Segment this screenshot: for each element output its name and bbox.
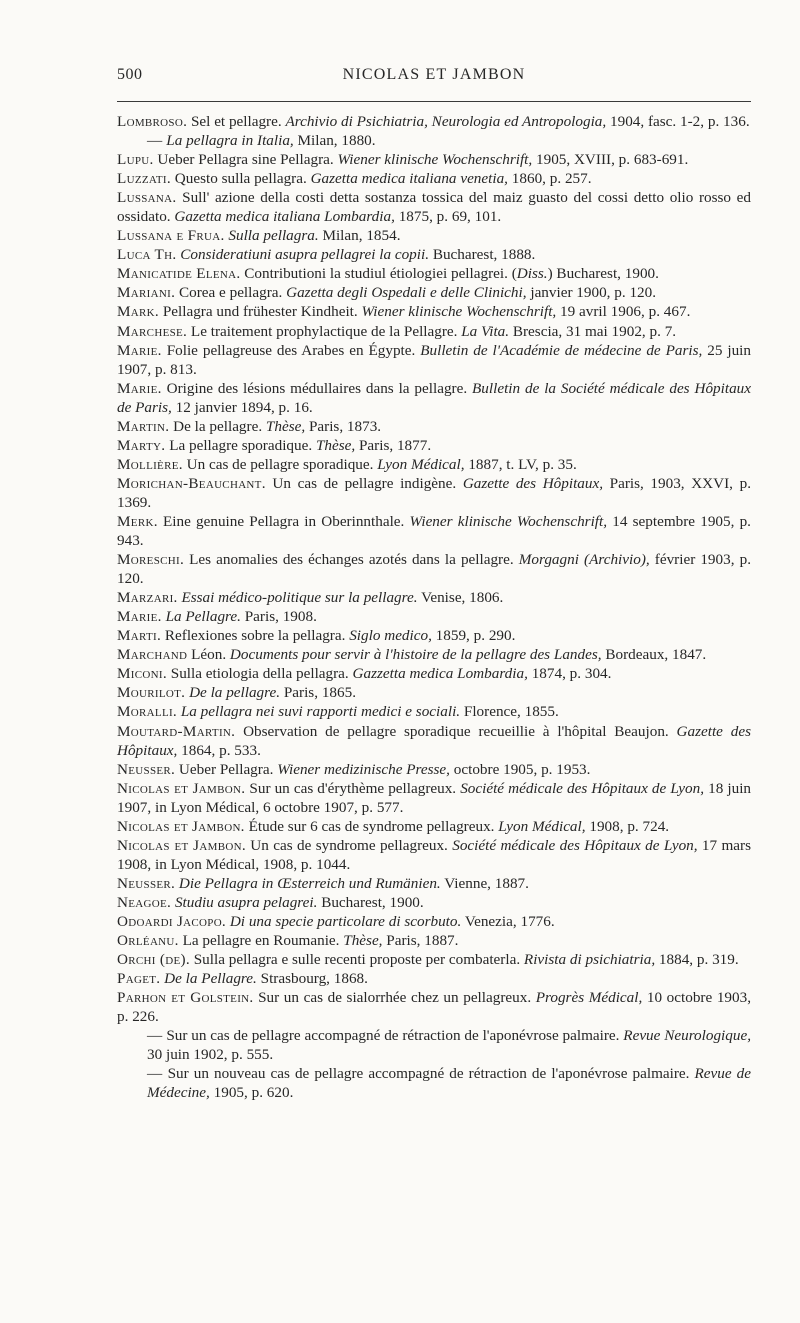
header-rule: [117, 101, 751, 102]
page-header: [117, 66, 751, 88]
entry-title: Sur un cas d'érythème pellagreux.: [245, 779, 461, 797]
entry-details: 1908, p. 724.: [585, 817, 670, 835]
entry-title: Les anomalies des échanges azotés dans la pellagre.: [184, 551, 519, 569]
entry-author: Marchand: [117, 646, 188, 664]
entry-author: —: [147, 132, 163, 150]
entry-details: 30 juin 1902, p. 555.: [147, 1046, 274, 1064]
entry-journal: Wiener medizinische Presse,: [277, 760, 450, 778]
entry-journal: Diss.: [516, 265, 548, 283]
entry-author: Lombroso.: [117, 113, 188, 130]
entry-author: Neagoe.: [117, 893, 172, 911]
entry-author: Nicolas et Jambon.: [117, 836, 246, 854]
entry-details: 25 juin 1907, p. 813.: [117, 341, 751, 378]
bibliography-entry: [117, 302, 751, 321]
entry-journal: Consideratiuni asupra pellagrei la copii.: [180, 246, 430, 264]
entry-details: 12 janvier 1894, p. 16.: [171, 398, 313, 416]
entry-author: Orléanu.: [117, 932, 179, 950]
bibliography-entry: [117, 550, 751, 588]
entry-title: Pellagra und frühester Kindheit.: [159, 303, 362, 321]
entry-title: Ueber Pellagra sine Pellagra.: [153, 151, 338, 169]
entry-journal: Gazzetta medica Lombardia,: [352, 665, 528, 683]
bibliography-entry: [117, 931, 751, 950]
entry-title: Reflexiones sobre la pellagra.: [161, 627, 350, 645]
entry-author: Marie.: [117, 341, 162, 359]
entry-details: ) Bucharest, 1900.: [547, 265, 659, 283]
bibliography-entry: [117, 626, 751, 645]
entry-journal: Morgagni (Archivio),: [518, 551, 650, 569]
entry-title: Un cas de syndrome pellagreux.: [245, 836, 453, 854]
entry-journal: De la Pellagre.: [164, 970, 257, 988]
entry-journal: Lyon Médical,: [498, 817, 586, 835]
entry-journal: Wiener klinische Wochenschrift,: [337, 151, 533, 169]
entry-title: Sur un nouveau cas de pellagre accompagné de rétraction de l'aponévrose palmaire.: [162, 1065, 695, 1083]
entry-journal: La Vita.: [461, 322, 510, 340]
entry-details: Paris, 1877.: [355, 436, 432, 454]
entry-details: Venezia, 1776.: [461, 912, 555, 930]
entry-journal: La pellagra nei suvi rapporti medici e sociali.: [180, 703, 461, 721]
entry-details: 1884, p. 319.: [655, 951, 739, 969]
entry-journal: Sulla pellagra.: [228, 227, 319, 245]
entry-journal: Thèse,: [265, 417, 306, 435]
entry-details: 1887, t. LV, p. 35.: [464, 455, 577, 473]
bibliography-entry: [117, 779, 751, 817]
entry-journal: Archivio di Psichiatria, Neurologia ed Antropologia,: [285, 113, 607, 130]
entry-details: 1874, p. 304.: [527, 665, 612, 683]
entry-author: Paget.: [117, 970, 161, 988]
entry-author: Mourilot.: [117, 684, 186, 702]
entry-author: Lupu.: [117, 151, 154, 169]
bibliography-entry: [117, 950, 751, 969]
entry-title: La pellagre en Roumanie.: [178, 932, 344, 950]
bibliography-entry: [117, 322, 751, 341]
entry-author: Neusser.: [117, 874, 176, 892]
entry-author: Mark.: [117, 303, 160, 321]
bibliography-entry: [117, 455, 751, 474]
bibliography-entry: [117, 817, 751, 836]
bibliography-entry: [117, 836, 751, 874]
bibliography-entry: [117, 131, 751, 150]
entry-details: Vienne, 1887.: [440, 874, 529, 892]
entry-details: Milan, 1880.: [293, 132, 376, 150]
entry-author: Moutard-Martin.: [117, 722, 236, 740]
entry-title: Un cas de pellagre sporadique.: [182, 455, 378, 473]
entry-journal: Wiener klinische Wochenschrift,: [361, 303, 557, 321]
bibliography-entry: [117, 607, 751, 626]
entry-journal: Documents pour servir à l'histoire de la pellagre des Landes,: [229, 646, 602, 664]
entry-author: Merk.: [117, 512, 158, 530]
entry-author: Odoardi Jacopo.: [117, 912, 227, 930]
entry-author: Manicatide Elena.: [117, 265, 241, 283]
entry-author: Moreschi.: [117, 551, 185, 569]
page-number: 500: [117, 66, 143, 83]
entry-title: Étude sur 6 cas de syndrome pellagreux.: [244, 817, 499, 835]
entry-details: février 1903, p. 120.: [117, 551, 751, 588]
entry-author: Miconi.: [117, 665, 167, 683]
bibliography-entry: [117, 874, 751, 893]
running-head: NICOLAS ET JAMBON: [342, 66, 526, 83]
entry-journal: Di una specie particolare di scorbuto.: [229, 912, 462, 930]
entry-journal: Gazetta degli Ospedali e delle Clinichi,: [286, 284, 527, 302]
entry-details: Paris, 1865.: [280, 684, 356, 702]
entry-journal: Die Pellagra in Œsterreich und Rumänien.: [178, 874, 441, 892]
bibliography-entry: [117, 1064, 751, 1102]
bibliography-entry: [117, 893, 751, 912]
bibliography-entry: [117, 112, 751, 131]
entry-journal: Gazetta medica italiana venetia,: [310, 170, 508, 188]
bibliography-entry: [117, 722, 751, 760]
entry-author: Nicolas et Jambon.: [117, 779, 246, 797]
bibliography-entry: [117, 683, 751, 702]
entry-author: Lussana e Frua.: [117, 227, 225, 245]
entry-title: Observation de pellagre sporadique recueillie à l'hôpital Beaujon.: [235, 722, 677, 740]
entry-journal: La Pellagre.: [165, 608, 241, 626]
entry-journal: Siglo medico,: [349, 627, 432, 645]
bibliography-entry: [117, 417, 751, 436]
entry-title: Le traitement prophylactique de la Pellagre.: [187, 322, 462, 340]
entry-title: De la pellagre.: [169, 417, 266, 435]
bibliography-entry: [117, 512, 751, 550]
bibliography-entry: [117, 969, 751, 988]
entry-journal: Rivista di psichiatria,: [523, 951, 656, 969]
entry-title: Ueber Pellagra.: [175, 760, 278, 778]
bibliography-entry: [117, 702, 751, 721]
entry-details: Bucharest, 1900.: [317, 893, 424, 911]
entry-details: Brescia, 31 mai 1902, p. 7.: [509, 322, 677, 340]
entry-details: 1860, p. 257.: [507, 170, 592, 188]
entry-details: 1875, p. 69, 101.: [394, 208, 502, 226]
entry-journal: Bulletin de l'Académie de médecine de Paris,: [420, 341, 703, 359]
entry-journal: Thèse,: [343, 932, 383, 950]
entry-title: Sur un cas de sialorrhée chez un pellagreux.: [253, 989, 536, 1007]
entry-author: —: [147, 1027, 163, 1045]
entry-details: octobre 1905, p. 1953.: [449, 760, 591, 778]
entry-journal: La pellagra in Italia,: [166, 132, 294, 150]
entry-author: Martin.: [117, 417, 170, 435]
entry-details: janvier 1900, p. 120.: [526, 284, 657, 302]
entry-author: Orchi (de).: [117, 951, 190, 969]
entry-details: Strasbourg, 1868.: [256, 970, 368, 988]
bibliography-entry: [117, 988, 751, 1026]
bibliography-entry: [117, 283, 751, 302]
entry-author: Luca Th.: [117, 246, 177, 264]
entry-title: Eine genuine Pellagra in Oberinnthale.: [157, 512, 410, 530]
bibliography-entry: [117, 150, 751, 169]
entry-author: Morichan-Beauchant.: [117, 474, 266, 492]
entry-title: La pellagre sporadique.: [165, 436, 316, 454]
entry-journal: Wiener klinische Wochenschrift,: [409, 512, 608, 530]
bibliography-entry: [117, 474, 751, 512]
entry-title: Contributioni la studiul étiologiei pellagrei. (: [240, 265, 517, 283]
entry-author: Marzari.: [117, 589, 178, 607]
entry-title: Sulla etiologia della pellagra.: [166, 665, 353, 683]
bibliography-entry: [117, 169, 751, 188]
entry-author: Lussana.: [117, 189, 177, 207]
entry-title: Sur un cas de pellagre accompagné de rétraction de l'aponévrose palmaire.: [162, 1027, 624, 1045]
entry-author: Marchese.: [117, 322, 188, 340]
entry-details: Bordeaux, 1847.: [601, 646, 707, 664]
entry-details: Paris, 1887.: [382, 932, 459, 950]
entry-journal: Société médicale des Hôpitaux de Lyon,: [452, 836, 698, 854]
bibliography-entry: [117, 760, 751, 779]
entry-author: Nicolas et Jambon.: [117, 817, 245, 835]
bibliography-entry: [117, 1026, 751, 1064]
bibliography-entry: [117, 645, 751, 664]
entry-journal: Lyon Médical,: [377, 455, 465, 473]
entry-author: Marie.: [117, 379, 162, 397]
entry-details: 1904, fasc. 1-2, p. 136.: [606, 113, 750, 130]
bibliography-entry: [117, 341, 751, 379]
bibliography-entry: [117, 188, 751, 226]
bibliography-entry: [117, 226, 751, 245]
entry-details: Venise, 1806.: [417, 589, 504, 607]
entry-title: Corea e pellagra.: [175, 284, 287, 302]
entry-details: Paris, 1908.: [240, 608, 317, 626]
entry-author: Marie.: [117, 608, 162, 626]
entry-details: Paris, 1903, XXVI, p. 1369.: [117, 474, 751, 511]
bibliography-entry: [117, 664, 751, 683]
entry-title: Origine des lésions médullaires dans la pellagre.: [161, 379, 473, 397]
entry-title: Léon.: [187, 646, 230, 664]
entry-details: 18 juin 1907, in Lyon Médical, 6 octobre 1907, p. 577.: [117, 779, 752, 816]
entry-journal: Bulletin de la Société médicale des Hôpitaux de Paris,: [117, 379, 752, 416]
entry-title: Un cas de pellagre indigène.: [265, 474, 463, 492]
entry-details: Florence, 1855.: [460, 703, 559, 721]
entry-journal: Revue Neurologique,: [623, 1027, 751, 1045]
entry-journal: Progrès Médical,: [535, 989, 643, 1007]
bibliography-list: [117, 112, 751, 1102]
entry-journal: Gazette des Hôpitaux,: [462, 474, 604, 492]
entry-journal: Gazette des Hôpitaux,: [117, 722, 751, 759]
entry-details: 1905, p. 620.: [209, 1084, 294, 1102]
entry-details: Bucharest, 1888.: [429, 246, 536, 264]
entry-author: Marti.: [117, 627, 162, 645]
bibliography-entry: [117, 912, 751, 931]
entry-details: 14 septembre 1905, p. 943.: [117, 512, 751, 550]
entry-author: Mollière.: [117, 455, 183, 473]
entry-details: 10 octobre 1903, p. 226.: [117, 989, 751, 1026]
entry-details: Milan, 1854.: [318, 227, 401, 245]
entry-title: Folie pellagreuse des Arabes en Égypte.: [161, 341, 421, 359]
entry-author: Mariani.: [117, 284, 176, 302]
entry-details: 1859, p. 290.: [431, 627, 516, 645]
bibliography-entry: [117, 379, 751, 417]
entry-title: Sull' azione della costi detta sostanza tossica del maiz guasto del cossi detto olio rosso ed ossidato.: [117, 189, 751, 226]
entry-author: Neusser.: [117, 760, 176, 778]
entry-author: Moralli.: [117, 703, 178, 721]
entry-journal: Revue de Médecine,: [147, 1065, 751, 1102]
entry-title: Sel et pellagre.: [187, 113, 286, 130]
entry-journal: Studiu asupra pelagrei.: [174, 893, 318, 911]
entry-details: 17 mars 1908, in Lyon Médical, 1908, p. 1044.: [117, 836, 752, 873]
entry-journal: Essai médico-politique sur la pellagre.: [181, 589, 418, 607]
entry-journal: Gazetta medica italiana Lombardia,: [174, 208, 395, 226]
entry-details: 19 avril 1906, p. 467.: [556, 303, 691, 321]
entry-author: Luzzati.: [117, 170, 171, 188]
entry-title: Questo sulla pellagra.: [170, 170, 311, 188]
entry-journal: Société médicale des Hôpitaux de Lyon,: [460, 779, 705, 797]
bibliography-entry: [117, 264, 751, 283]
bibliography-entry: [117, 245, 751, 264]
entry-author: Marty.: [117, 436, 166, 454]
entry-details: Paris, 1873.: [305, 417, 382, 435]
bibliography-entry: [117, 588, 751, 607]
entry-author: Parhon et Golstein.: [117, 989, 254, 1007]
entry-details: 1905, XVIII, p. 683-691.: [532, 151, 689, 169]
entry-details: 1864, p. 533.: [177, 741, 261, 759]
bibliography-entry: [117, 436, 751, 455]
entry-journal: Thèse,: [315, 436, 356, 454]
entry-title: Sulla pellagra e sulle recenti proposte per combaterla.: [189, 951, 524, 969]
entry-journal: De la pellagre.: [189, 684, 281, 702]
entry-author: —: [147, 1065, 163, 1083]
